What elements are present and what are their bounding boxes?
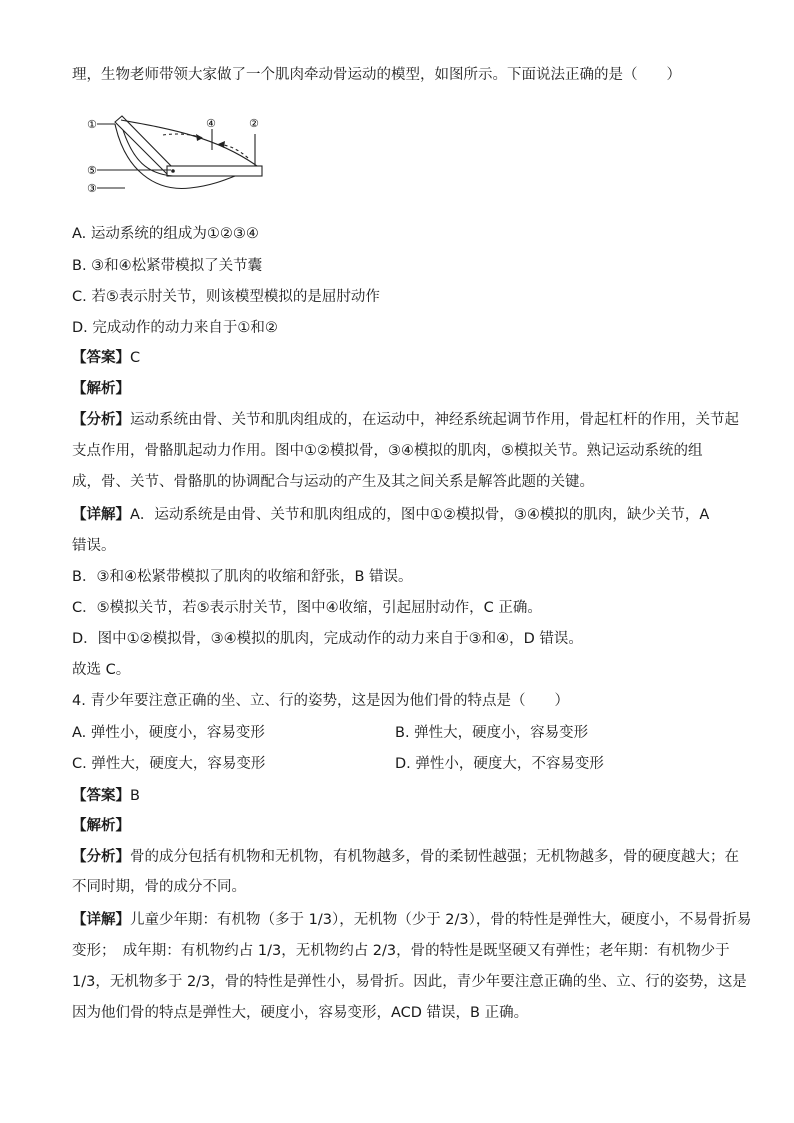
label-4: ④ [206, 117, 216, 130]
option-b: B. ③和④松紧带模拟了关节囊 [72, 258, 263, 274]
q4-option-a: A. 弹性小，硬度小，容易变形 [72, 725, 265, 741]
detail-line: D．图中①②模拟骨，③④模拟的肌肉，完成动作的动力来自于③和④，D 错误。 [72, 631, 583, 647]
option-d: D. 完成动作的动力来自于①和② [72, 320, 278, 336]
analysis-line: 【分析】运动系统由骨、关节和肌肉组成的，在运动中，神经系统起调节作用，骨起杠杆的作用，关节起 [72, 412, 739, 428]
q4-detail-line: 1/3，无机物多于 2/3，骨的特性是弹性小，易骨折。因此，青少年要注意正确的坐、立、行的姿势，这是 [72, 974, 747, 990]
analysis-heading: 【解析】 [72, 381, 130, 397]
q4-detail-line: 变形； 成年期：有机物约占 1/3，无机物约占 2/3，骨的特性是既坚硬又有弹性；老年期：有机物少于 [72, 943, 730, 959]
option-a: A. 运动系统的组成为①②③④ [72, 226, 259, 242]
q4-detail-line: 因为他们骨的特点是弹性大，硬度小，容易变形，ACD 错误，B 正确。 [72, 1005, 529, 1021]
label-1: ① [87, 118, 97, 131]
q4-analysis-line: 【分析】骨的成分包括有机物和无机物，有机物越多，骨的柔韧性越强；无机物越多，骨的硬度越大；在 [72, 849, 739, 865]
q4-answer-label: 【答案】B [72, 788, 140, 804]
option-c: C. 若⑤表示肘关节，则该模型模拟的是屈肘动作 [72, 289, 380, 305]
question-stem-line: 理，生物老师带领大家做了一个肌肉牵动骨运动的模型，如图所示。下面说法正确的是（ ） [72, 67, 681, 83]
muscle-bone-model-figure [85, 110, 275, 206]
conclusion-line: 故选 C。 [72, 662, 131, 678]
q4-option-c: C. 弹性大，硬度大，容易变形 [72, 756, 266, 772]
q4-detail-line: 【详解】儿童少年期：有机物（多于 1/3），无机物（少于 2/3），骨的特性是弹性大，硬度小，不易骨折易 [72, 912, 752, 928]
detail-line: 【详解】A．运动系统是由骨、关节和肌肉组成的，图中①②模拟骨，③④模拟的肌肉，缺少关节，A [72, 507, 710, 523]
label-5: ⑤ [87, 164, 97, 177]
analysis-line: 成，骨、关节、骨骼肌的协调配合与运动的产生及其之间关系是解答此题的关键。 [72, 474, 594, 490]
detail-line: C．⑤模拟关节，若⑤表示肘关节，图中④收缩，引起屈肘动作，C 正确。 [72, 600, 542, 616]
label-2: ② [249, 117, 259, 130]
question-4-stem: 4. 青少年要注意正确的坐、立、行的姿势，这是因为他们骨的特点是（ ） [72, 693, 569, 709]
q4-option-d: D. 弹性小，硬度大，不容易变形 [395, 756, 604, 772]
label-3: ③ [87, 182, 97, 195]
detail-line: 错误。 [72, 538, 116, 554]
q4-analysis-heading: 【解析】 [72, 818, 130, 834]
lower-bone-bar [167, 166, 262, 176]
answer-label: 【答案】C [72, 350, 141, 366]
detail-line: B．③和④松紧带模拟了肌肉的收缩和舒张，B 错误。 [72, 569, 413, 585]
q4-analysis-line: 不同时期，骨的成分不同。 [72, 879, 246, 895]
analysis-line: 支点作用，骨骼肌起动力作用。图中①②模拟骨，③④模拟的肌肉，⑤模拟关节。熟记运动系统的组 [72, 443, 703, 459]
joint-dot [171, 169, 175, 173]
q4-option-b: B. 弹性大，硬度小，容易变形 [395, 725, 589, 741]
